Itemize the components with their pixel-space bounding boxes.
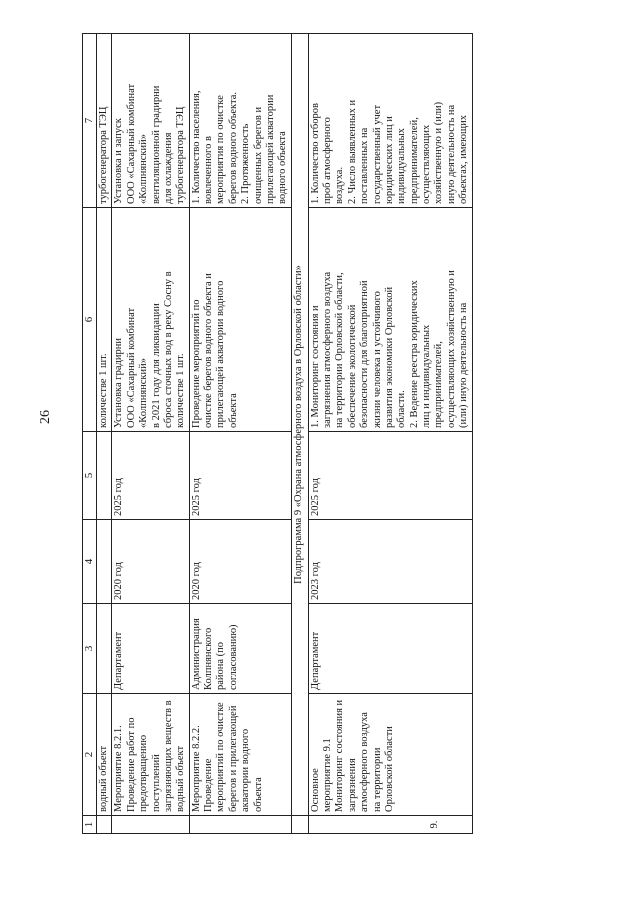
cell-text-line: для охлаждения bbox=[162, 132, 174, 204]
cell-text-line: загрязнения bbox=[346, 758, 358, 812]
cell-text-line: района (по bbox=[215, 641, 227, 690]
cell-text-line: Колпнянского bbox=[203, 627, 214, 690]
cell-text-line: на территории Орловской области, bbox=[334, 272, 346, 428]
activity-cell bbox=[189, 694, 291, 816]
indicator-cell bbox=[308, 34, 472, 208]
cell-text-line: хозяйственную и (или) bbox=[433, 101, 445, 204]
cell-text-line: турбогенератора ТЭЦ bbox=[98, 106, 109, 204]
cell-text-line: осуществляющих bbox=[421, 124, 432, 204]
activity-cell bbox=[308, 694, 472, 816]
cell-text-line: количестве 1 шт. bbox=[175, 353, 187, 428]
cell-text-line: ООО «Сахарный комбинат bbox=[125, 307, 137, 428]
cell-text-line: Проведение bbox=[203, 758, 214, 812]
cell-text-line: 2. Число выявленных и bbox=[346, 99, 358, 204]
cell-text-line: Орловской области bbox=[383, 726, 395, 812]
end-year-cell bbox=[97, 432, 112, 520]
executor-cell bbox=[189, 604, 291, 694]
cell-text-line: 2. Протяженность bbox=[240, 123, 252, 204]
row-number bbox=[97, 816, 112, 834]
cell-text-line: лиц и индивидуальных bbox=[421, 324, 432, 428]
cell-text-line: Департамент bbox=[113, 631, 125, 690]
cell-text-line: предотвращению bbox=[138, 734, 150, 812]
table-row bbox=[189, 34, 291, 834]
cell-text-line: водный объект bbox=[175, 745, 187, 812]
cell-text-line: 1. Количество населения, bbox=[190, 90, 202, 204]
activity-cell bbox=[97, 694, 112, 816]
section-row bbox=[291, 34, 308, 834]
header-cell: 4 bbox=[83, 520, 97, 604]
cell-text-line: объекта bbox=[227, 393, 239, 428]
cell-text-line: объектах, имеющих bbox=[458, 115, 470, 204]
cell-text-line: «Колпнянский» bbox=[138, 357, 150, 428]
table-row bbox=[308, 34, 472, 834]
cell-text-line: Проведение мероприятий по bbox=[190, 299, 202, 428]
cell-text-line: объекта bbox=[252, 777, 264, 812]
cell-text-line: жизни человека и устойчивого bbox=[371, 291, 383, 428]
page-number: 26 bbox=[38, 410, 53, 424]
cell-text-line: «Колпнянский» bbox=[138, 133, 150, 204]
cell-text-line: количестве 1 шт. bbox=[98, 353, 109, 428]
cell-text-line: проб атмосферного bbox=[322, 117, 333, 204]
cell-text-line: 2. Ведение реестра юридических bbox=[408, 280, 420, 428]
cell-text-line: Департамент bbox=[309, 631, 321, 690]
cell-text-line: Мероприятие 8.2.1. bbox=[113, 725, 125, 812]
table-row bbox=[112, 34, 189, 834]
header-cell: 1 bbox=[83, 816, 97, 834]
cell-text-line: сброса сточных вод в реку Сосну в bbox=[162, 271, 174, 428]
cell-text-line: обеспечение экологической bbox=[346, 304, 358, 428]
cell-text-line: прилегающей акватории bbox=[264, 94, 276, 204]
cell-text-line: в 2021 году для ликвидации bbox=[150, 303, 162, 428]
result-cell bbox=[112, 208, 189, 432]
cell-text-line: предпринимателей, bbox=[433, 341, 445, 428]
header-cell: 6 bbox=[83, 208, 97, 432]
cell-text-line: турбогенератора ТЭЦ bbox=[175, 106, 187, 204]
cell-text-line: иную деятельность на bbox=[445, 104, 457, 204]
cell-text-line: Установка и запуск bbox=[113, 118, 125, 204]
indicator-cell bbox=[97, 34, 112, 208]
result-cell bbox=[308, 208, 472, 432]
cell-text-line: очистке берегов водного объекта и bbox=[203, 273, 214, 428]
cell-text-line: вентиляционной градирни bbox=[150, 85, 162, 204]
cell-text-line: поступлений bbox=[150, 754, 162, 812]
cell-text-line: атмосферного воздуха bbox=[359, 712, 371, 812]
rotated-table-sheet bbox=[82, 34, 626, 834]
cell-text-line: Установка градирни bbox=[113, 338, 125, 428]
section-num-cell bbox=[291, 816, 308, 834]
cell-text-line: Администрация bbox=[190, 618, 202, 690]
cell-text-line: (или) иную деятельность на bbox=[458, 302, 470, 428]
cell-text-line: безопасности для благоприятной bbox=[359, 280, 371, 428]
header-cell: 7 bbox=[83, 34, 97, 208]
cell-text-line: согласованию) bbox=[227, 624, 239, 690]
cell-text-line: вовлеченного в bbox=[203, 136, 214, 204]
cell-text-line: очищенных берегов и bbox=[252, 106, 264, 204]
executor-cell bbox=[112, 604, 189, 694]
header-cell: 5 bbox=[83, 432, 97, 520]
cell-text-line: прилегающей акватории водного bbox=[215, 280, 227, 428]
cell-text-line: предпринимателей, bbox=[408, 117, 420, 204]
row-number bbox=[189, 816, 291, 834]
start-year-cell: 2020 год bbox=[189, 520, 291, 604]
cell-text-line: Основное bbox=[309, 768, 321, 812]
end-year-cell: 2025 год bbox=[112, 432, 189, 520]
cell-text-line: водный объект bbox=[98, 745, 109, 812]
indicator-cell bbox=[189, 34, 291, 208]
header-row bbox=[83, 34, 97, 834]
table-row bbox=[97, 34, 112, 834]
table-body bbox=[97, 34, 292, 834]
activity-cell bbox=[112, 694, 189, 816]
result-cell bbox=[97, 208, 112, 432]
cell-text-line: мероприятие 9.1 bbox=[322, 738, 333, 812]
program-table bbox=[82, 33, 473, 834]
executor-cell bbox=[308, 604, 472, 694]
cell-text-line: 1. Мониторинг состояния и bbox=[309, 305, 321, 428]
cell-text-line: загрязнения атмосферного воздуха bbox=[322, 271, 333, 428]
executor-cell bbox=[97, 604, 112, 694]
cell-text-line: государственный учет bbox=[371, 104, 383, 204]
header-cell: 3 bbox=[83, 604, 97, 694]
result-cell bbox=[189, 208, 291, 432]
cell-text-line: Мероприятие 8.2.2. bbox=[190, 725, 202, 812]
cell-text-line: акватории водного bbox=[240, 728, 252, 812]
cell-text-line: воздуха. bbox=[334, 166, 346, 204]
row-number bbox=[112, 816, 189, 834]
cell-text-line: загрязняющих веществ в bbox=[162, 700, 174, 812]
indicator-cell bbox=[112, 34, 189, 208]
section-title: Подпрограмма 9 «Охрана атмосферного воздуха в Орловской области» bbox=[291, 34, 308, 816]
cell-text-line: индивидуальных bbox=[396, 128, 408, 204]
cell-text-line: области. bbox=[396, 390, 408, 428]
header-cell: 2 bbox=[83, 694, 97, 816]
cell-text-line: водного объекта bbox=[277, 131, 289, 204]
cell-text-line: на территории bbox=[371, 747, 383, 812]
cell-text-line: юридических лиц и bbox=[383, 116, 395, 204]
row-number: 9. bbox=[308, 816, 472, 834]
cell-text-line: Мониторинг состояния и bbox=[334, 699, 346, 812]
cell-text-line: берегов и прилегающей bbox=[227, 705, 239, 812]
start-year-cell: 2023 год bbox=[308, 520, 472, 604]
cell-text-line: развития экономики Орловской bbox=[383, 286, 395, 428]
cell-text-line: Проведение работ по bbox=[125, 717, 137, 812]
cell-text-line: осуществляющих хозяйственную и bbox=[445, 270, 457, 428]
cell-text-line: ООО «Сахарный комбинат bbox=[125, 83, 137, 204]
end-year-cell: 2025 год bbox=[189, 432, 291, 520]
cell-text-line: мероприятий по очистке bbox=[215, 702, 227, 812]
cell-text-line: 1. Количество отборов bbox=[309, 103, 321, 204]
start-year-cell bbox=[97, 520, 112, 604]
cell-text-line: мероприятия по очистке bbox=[215, 95, 227, 204]
cell-text-line: поставленных на bbox=[359, 127, 371, 204]
start-year-cell: 2020 год bbox=[112, 520, 189, 604]
end-year-cell: 2025 год bbox=[308, 432, 472, 520]
cell-text-line: берегов водного объекта. bbox=[227, 91, 239, 204]
